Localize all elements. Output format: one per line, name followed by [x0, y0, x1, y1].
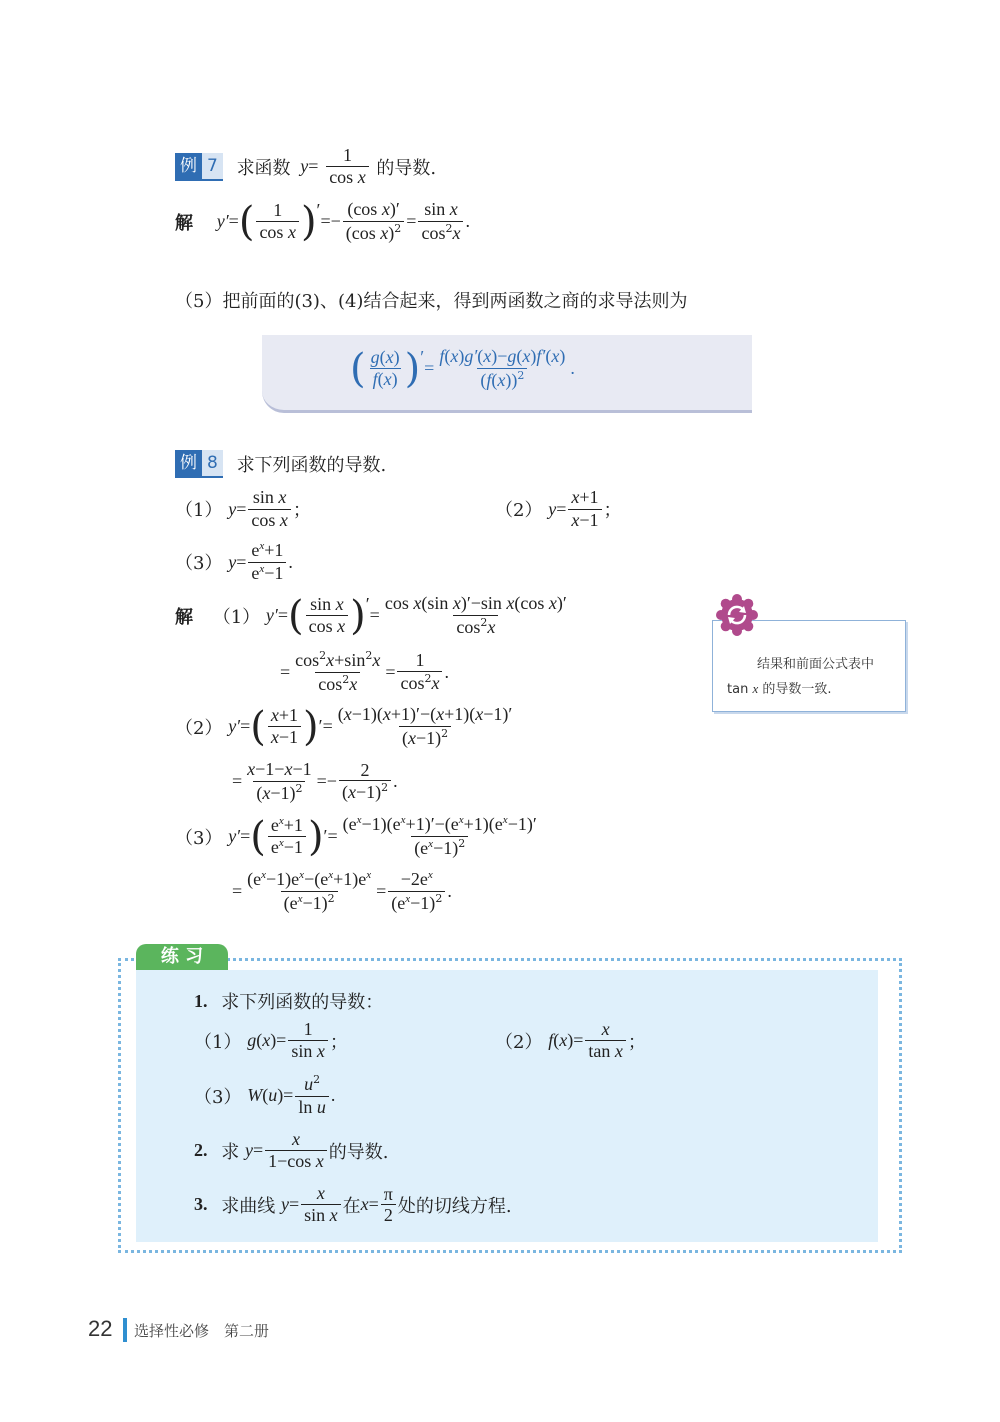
practice-q3: 3. 求曲线 y= $\frac{x}{\text{sin x}}$ 在x= $\frac{\pi}{2}$ 处的切线方程.: [194, 1183, 512, 1226]
example-8-solution-1a: 解 （1） y′=( $\frac{\text{sin x}}{\text{cos x}}$ )′= $\frac{\text{cos x(sin x)′−sin x(cos x)′}}{\cos^2x}$: [175, 592, 567, 639]
practice-tab: 练 习: [136, 944, 228, 970]
practice-q1-item-1: （1） g(x)= $\frac{1}{\text{sin x}}$ ；: [194, 1019, 348, 1061]
quotient-rule-intro: （5）把前面的(3)、(4)结合起来，得到两函数之商的求导法则为: [175, 291, 688, 312]
example-8-heading: 例 8 求下列函数的导数.: [175, 450, 386, 478]
example-badge: 例 8: [175, 450, 223, 478]
example-7-solution: 解 y′=( $\frac{1}{\text{cos x}}$ )′=− $\frac{\text{(cos x)′}}{(\cos x)^2}$ = $\frac{\text{sin x}}{\cos^2x}$ .: [175, 198, 470, 245]
example-8-item-1: （1） y= $\frac{\text{sin x}}{\text{cos x}}$ ；: [175, 487, 311, 530]
practice-q1-item-3: （3） W(u)= $\frac{u^2}{\text{ln u}}$ .: [194, 1073, 336, 1117]
example-8-solution-2b: = $\frac{x-1-x-1}{(x-1)^2}$ =− $\frac{2}{(x-1)^2}$ .: [232, 759, 398, 803]
page-number: 22: [88, 1316, 113, 1341]
practice-q1: 1. 求下列函数的导数：: [194, 990, 384, 1013]
example-8-solution-1b: = $\frac{\cos^2x+\sin^2x}{\cos^2x}$ = $\frac{1}{\cos^2x}$ .: [280, 649, 449, 694]
example-8-solution-3b: = $\frac{(e^x-1)e^x-(e^x+1)e^x}{(e^x-1)^2}$ = $\frac{-2e^x}{(e^x-1)^2}$ .: [232, 869, 452, 913]
practice-frame-top: [118, 958, 896, 961]
example-7-heading: 例 7 求函数 y= $\frac{1}{\text{cos x}}$ 的导数.: [175, 146, 436, 188]
reflect-icon: [716, 594, 758, 636]
example-badge: 例 7: [175, 153, 223, 181]
example-8-solution-3a: （3） y′=( $\frac{e^x+1}{e^x-1}$ )′= $\frac{(e^x-1)(e^x+1)'-(e^x+1)(e^x-1)'}{(e^x-1)^2}$: [175, 813, 537, 860]
practice-q1-item-2: （2） f(x)= $\frac{x}{\text{tan x}}$ ；: [495, 1019, 646, 1061]
quotient-rule-box: [262, 335, 752, 413]
side-note-text: 结果和前面公式表中 tan x 的导数一致.: [727, 657, 875, 697]
footer-divider: [123, 1318, 127, 1342]
example-8-item-2: （2） y= $\frac{x+1}{x-1}$ ；: [495, 487, 622, 530]
example-8-solution-2a: （2） y′=( $\frac{x+1}{x-1}$ )′= $\frac{(x-1)(x+1)'-(x+1)(x-1)'}{(x-1)^2}$: [175, 703, 513, 750]
example-8-item-3: （3） y= $\frac{e^x+1}{e^x-1}$ .: [175, 540, 293, 583]
quotient-rule-formula: ( $\frac{g(x)}{f(x)}$ )′= $\frac{f(x)g'(x)-g(x)f'(x)}{(f(x))^2}$ .: [350, 345, 575, 392]
book-title: 选择性必修 第二册: [134, 1322, 270, 1340]
practice-q2: 2. 求 y= $\frac{x}{\text{1−cos x}}$ 的导数.: [194, 1129, 389, 1171]
